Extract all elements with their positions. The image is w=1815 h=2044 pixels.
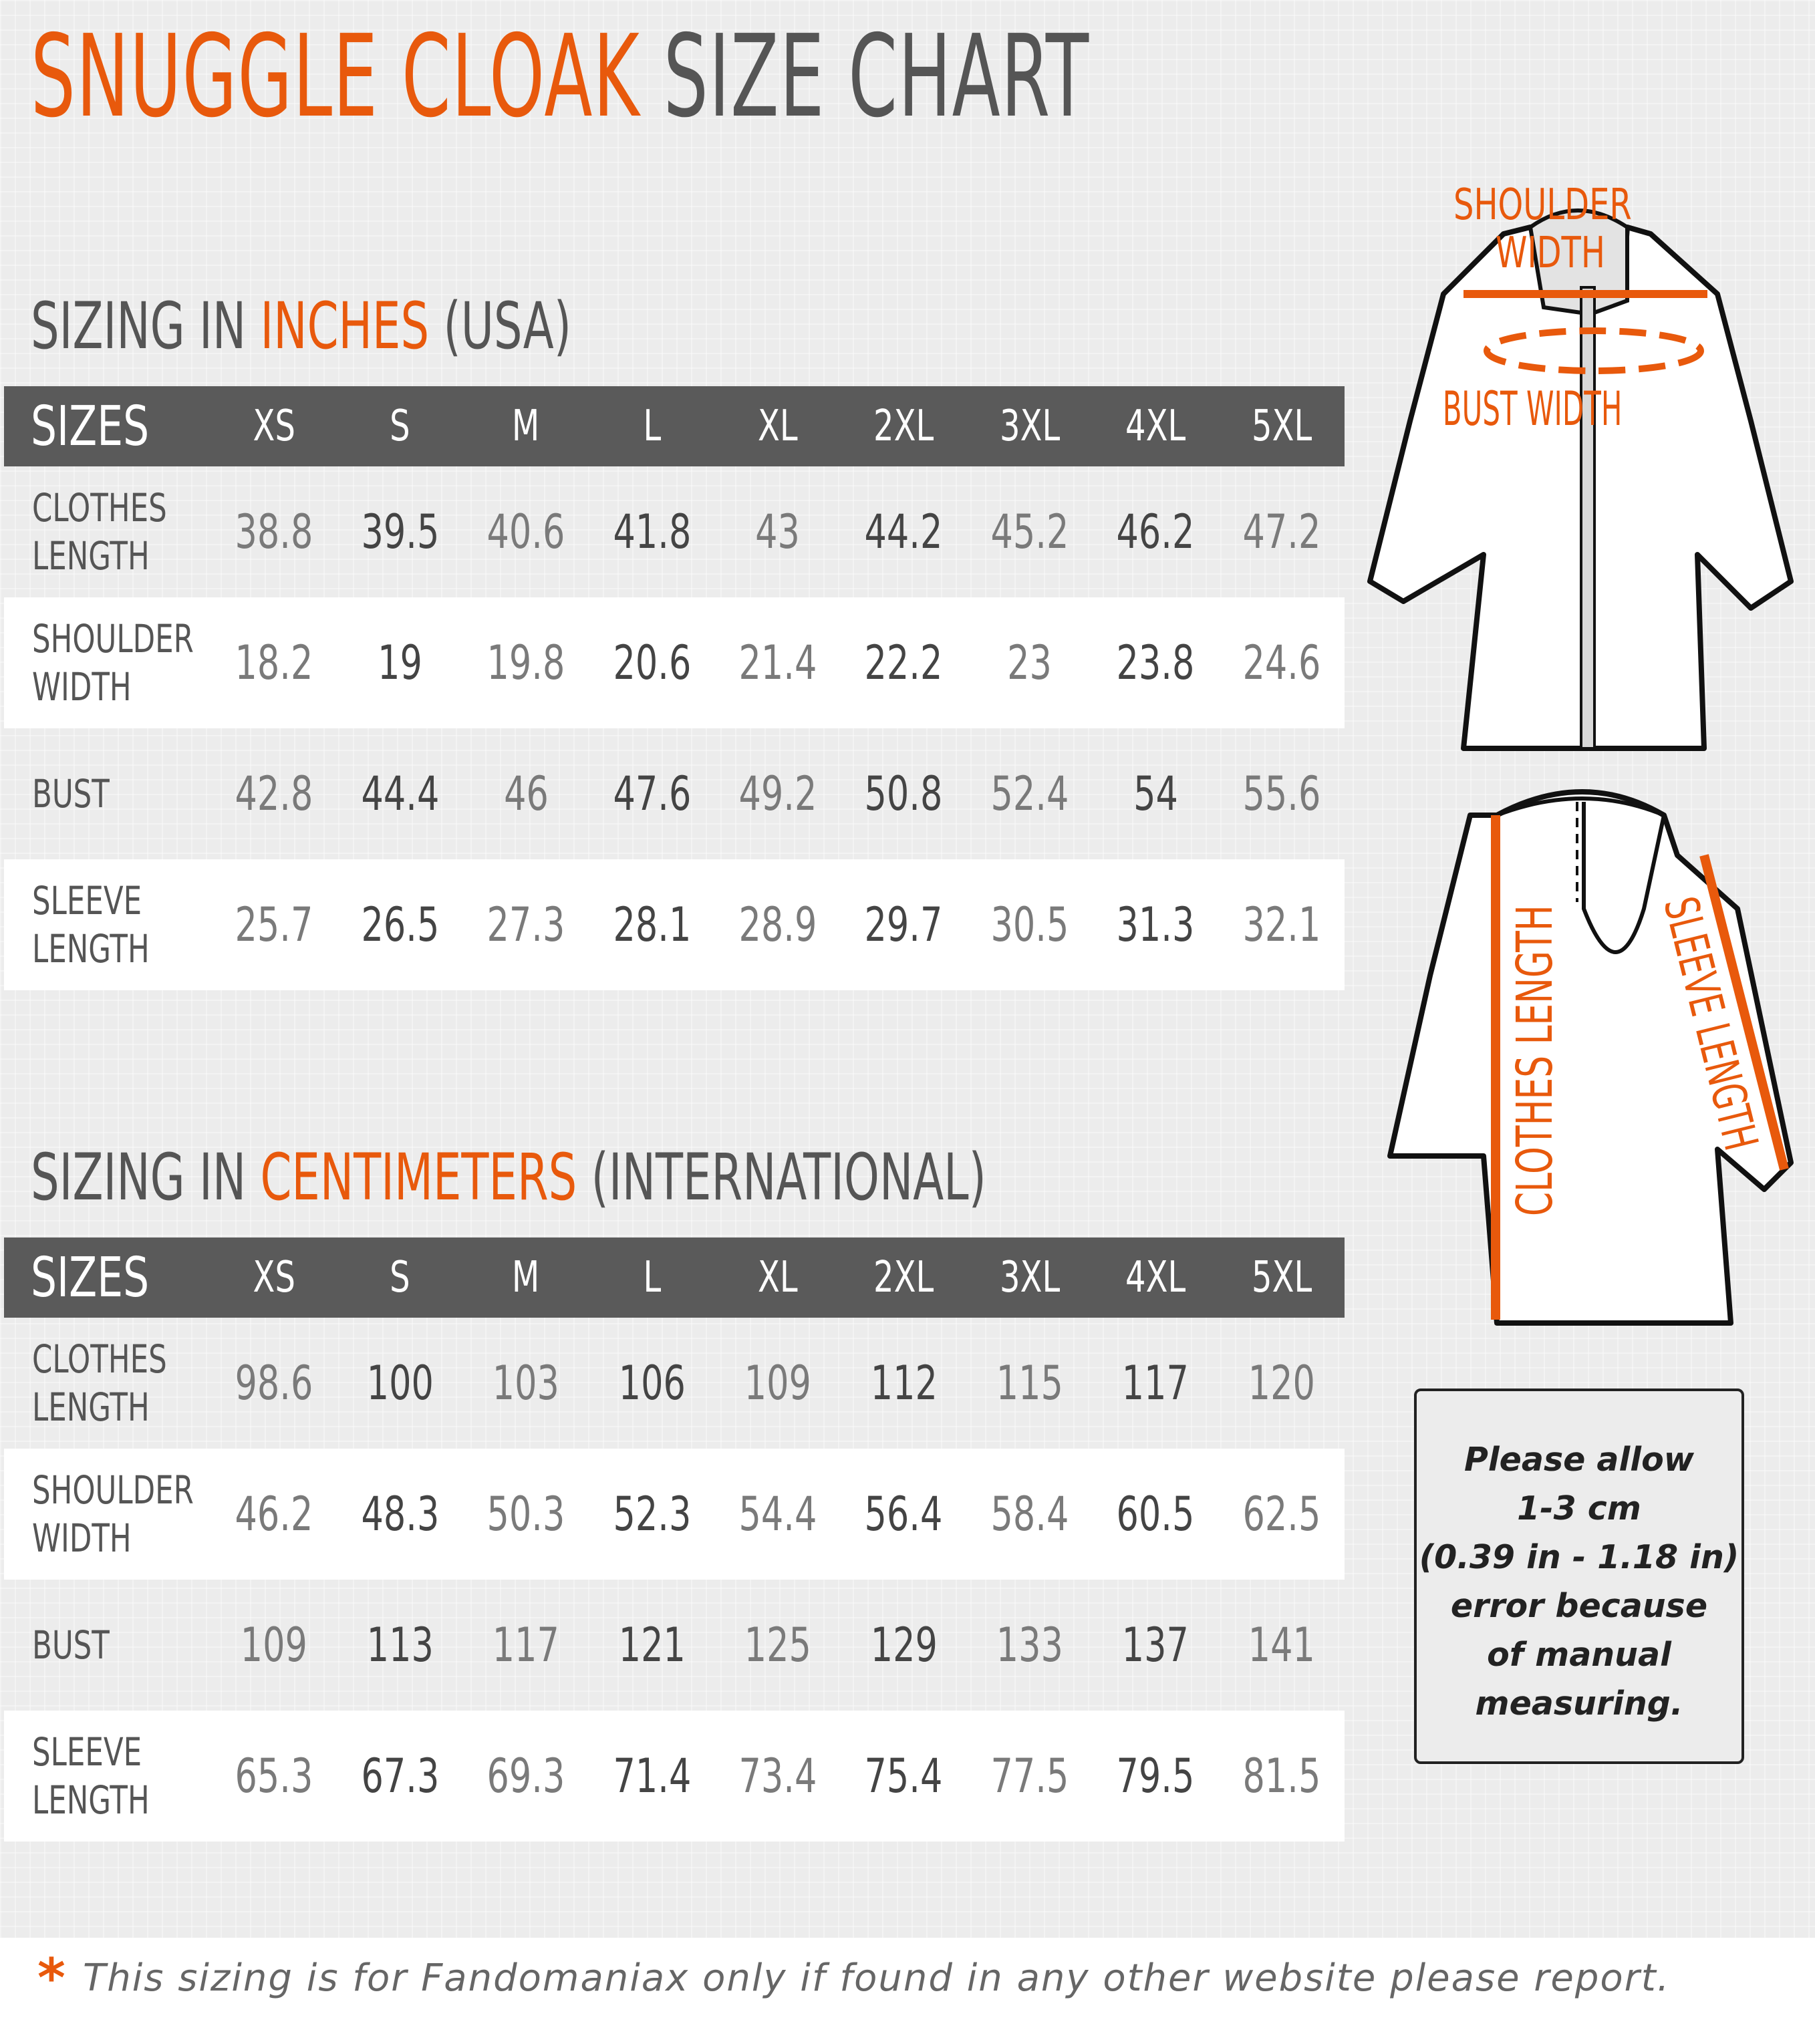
table-cell: 125 bbox=[744, 1618, 812, 1672]
table-cell: 26.5 bbox=[337, 859, 462, 990]
table-cell: 23 bbox=[967, 597, 1093, 728]
table-cell: 47.2 bbox=[1242, 504, 1321, 559]
table-cell: 47.6 bbox=[613, 766, 691, 821]
inches-heading-post: (USA) bbox=[429, 289, 571, 363]
table-header-row bbox=[4, 1237, 1345, 1318]
zipper-strip bbox=[1581, 287, 1594, 748]
table-cell: 133 bbox=[996, 1618, 1063, 1672]
header-size-2: S bbox=[337, 386, 462, 466]
table-cell: 141 bbox=[1248, 1618, 1315, 1672]
table-cell: 46.2 bbox=[1116, 504, 1195, 559]
cm-heading-pre: SIZING IN bbox=[31, 1140, 261, 1215]
table-cell: 75.4 bbox=[841, 1711, 966, 1842]
title-accent: SNUGGLE CLOAK bbox=[31, 11, 641, 143]
table-cell: 54.4 bbox=[715, 1449, 841, 1580]
table-cell: 27.3 bbox=[463, 859, 589, 990]
title-rest: SIZE CHART bbox=[663, 11, 1090, 143]
table-cell: 44.4 bbox=[361, 766, 440, 821]
table-header-row bbox=[4, 386, 1345, 466]
header-size-9: 5XL bbox=[1219, 1237, 1345, 1318]
row-label: SLEEVE LENGTH bbox=[4, 859, 211, 990]
table-row bbox=[4, 466, 1345, 597]
header-size-8: 4XL bbox=[1093, 1237, 1218, 1318]
cm-heading bbox=[31, 1140, 986, 1215]
table-cell: 41.8 bbox=[613, 504, 691, 559]
row-label: SHOULDER WIDTH bbox=[4, 1449, 211, 1580]
table-cell: 120 bbox=[1248, 1356, 1315, 1411]
table-cell: 56.4 bbox=[841, 1449, 966, 1580]
note-line: error because bbox=[1450, 1587, 1708, 1625]
table-cell: 23.8 bbox=[1093, 597, 1218, 728]
header-size-5: XL bbox=[715, 386, 841, 466]
table-cell: 62.5 bbox=[1219, 1449, 1345, 1580]
table-cell: 46 bbox=[503, 766, 549, 821]
table-cell: 48.3 bbox=[337, 1449, 462, 1580]
bust-label: BUST WIDTH bbox=[1442, 381, 1623, 436]
table-cell: 25.7 bbox=[211, 859, 337, 990]
table-cell: 28.1 bbox=[589, 859, 714, 990]
table-cell: 137 bbox=[1122, 1618, 1190, 1672]
table-cell: 100 bbox=[366, 1356, 434, 1411]
table-cell: 129 bbox=[870, 1618, 938, 1672]
note-line: (0.39 in - 1.18 in) bbox=[1419, 1538, 1739, 1576]
header-size-8: 4XL bbox=[1093, 386, 1218, 466]
table-cell: 81.5 bbox=[1219, 1711, 1345, 1842]
cloak-side-diagram bbox=[1363, 775, 1815, 1330]
table-cell: 109 bbox=[241, 1618, 308, 1672]
table-cell: 71.4 bbox=[589, 1711, 714, 1842]
header-sizes: SIZES bbox=[4, 386, 211, 466]
note-line: 1-3 cm bbox=[1517, 1489, 1641, 1527]
table-cell: 20.6 bbox=[589, 597, 714, 728]
header-size-6: 2XL bbox=[841, 1237, 966, 1318]
inches-heading bbox=[31, 289, 571, 363]
note-line: Please allow bbox=[1463, 1441, 1695, 1479]
table-cell: 52.3 bbox=[589, 1449, 714, 1580]
measurement-note bbox=[1414, 1389, 1744, 1764]
table-cell: 52.4 bbox=[990, 766, 1069, 821]
table-cell: 29.7 bbox=[841, 859, 966, 990]
header-size-1: XS bbox=[211, 386, 337, 466]
cm-heading-accent: CENTIMETERS bbox=[260, 1140, 577, 1215]
table-row bbox=[4, 597, 1345, 728]
table-cell: 106 bbox=[618, 1356, 686, 1411]
header-size-2: S bbox=[337, 1237, 462, 1318]
table-row bbox=[4, 728, 1345, 859]
cm-heading-post: (INTERNATIONAL) bbox=[577, 1140, 986, 1215]
footer-star: * bbox=[37, 1947, 65, 2009]
table-cell: 113 bbox=[366, 1618, 434, 1672]
table-cell: 103 bbox=[492, 1356, 560, 1411]
inches-heading-pre: SIZING IN bbox=[31, 289, 261, 363]
row-label: BUST bbox=[32, 1622, 110, 1668]
table-cell: 121 bbox=[618, 1618, 686, 1672]
page-title bbox=[31, 11, 1090, 143]
shoulder-label-1: SHOULDER bbox=[1453, 180, 1632, 230]
table-row bbox=[4, 859, 1345, 990]
table-cell: 67.3 bbox=[337, 1711, 462, 1842]
table-cell: 32.1 bbox=[1219, 859, 1345, 990]
table-cell: 50.3 bbox=[463, 1449, 589, 1580]
row-label: SHOULDER WIDTH bbox=[4, 597, 211, 728]
table-row bbox=[4, 1711, 1345, 1842]
header-sizes: SIZES bbox=[4, 1237, 211, 1318]
table-cell: 55.6 bbox=[1242, 766, 1321, 821]
table-cell: 117 bbox=[492, 1618, 560, 1672]
header-size-3: M bbox=[463, 1237, 589, 1318]
row-label: BUST bbox=[32, 770, 110, 817]
row-label: SLEEVE LENGTH bbox=[4, 1711, 211, 1842]
table-cell: 18.2 bbox=[211, 597, 337, 728]
table-cell: 112 bbox=[870, 1356, 938, 1411]
table-cell: 117 bbox=[1122, 1356, 1190, 1411]
table-cell: 44.2 bbox=[864, 504, 943, 559]
table-row bbox=[4, 1449, 1345, 1580]
table-cell: 24.6 bbox=[1219, 597, 1345, 728]
table-cell: 109 bbox=[744, 1356, 812, 1411]
header-size-3: M bbox=[463, 386, 589, 466]
table-cell: 73.4 bbox=[715, 1711, 841, 1842]
table-cell: 77.5 bbox=[967, 1711, 1093, 1842]
table-cell: 31.3 bbox=[1093, 859, 1218, 990]
sleeve-length-label: SLEEVE LENGTH bbox=[1652, 891, 1768, 1156]
note-line: of manual bbox=[1487, 1636, 1671, 1674]
table-cell: 39.5 bbox=[361, 504, 440, 559]
cm-size-table bbox=[4, 1237, 1345, 1842]
footer-text: This sizing is for Fandomaniax only if found in any other website please report. bbox=[83, 1956, 1671, 2000]
table-cell: 28.9 bbox=[715, 859, 841, 990]
header-size-1: XS bbox=[211, 1237, 337, 1318]
row-label: CLOTHES LENGTH bbox=[32, 484, 167, 579]
table-cell: 60.5 bbox=[1093, 1449, 1218, 1580]
table-cell: 50.8 bbox=[864, 766, 943, 821]
note-line: measuring. bbox=[1475, 1685, 1683, 1723]
table-cell: 46.2 bbox=[211, 1449, 337, 1580]
inches-heading-accent: INCHES bbox=[260, 289, 430, 363]
table-cell: 54 bbox=[1133, 766, 1178, 821]
table-cell: 58.4 bbox=[967, 1449, 1093, 1580]
clothes-length-label: CLOTHES LENGTH bbox=[1506, 905, 1564, 1216]
header-size-9: 5XL bbox=[1219, 386, 1345, 466]
header-size-7: 3XL bbox=[967, 1237, 1093, 1318]
row-label: CLOTHES LENGTH bbox=[32, 1336, 167, 1430]
shoulder-label-2: WIDTH bbox=[1496, 228, 1605, 278]
inches-size-table bbox=[4, 386, 1345, 990]
header-size-5: XL bbox=[715, 1237, 841, 1318]
table-cell: 22.2 bbox=[841, 597, 966, 728]
table-cell: 42.8 bbox=[235, 766, 313, 821]
table-cell: 40.6 bbox=[486, 504, 565, 559]
table-cell: 30.5 bbox=[967, 859, 1093, 990]
table-cell: 65.3 bbox=[211, 1711, 337, 1842]
cloak-front-diagram bbox=[1363, 180, 1815, 755]
table-row bbox=[4, 1318, 1345, 1449]
table-cell: 21.4 bbox=[715, 597, 841, 728]
table-cell: 69.3 bbox=[463, 1711, 589, 1842]
header-size-6: 2XL bbox=[841, 386, 966, 466]
header-size-4: L bbox=[589, 1237, 714, 1318]
table-cell: 115 bbox=[996, 1356, 1063, 1411]
table-cell: 45.2 bbox=[990, 504, 1069, 559]
table-cell: 43 bbox=[755, 504, 801, 559]
table-cell: 38.8 bbox=[235, 504, 313, 559]
table-cell: 98.6 bbox=[235, 1356, 313, 1411]
table-row bbox=[4, 1580, 1345, 1711]
table-cell: 49.2 bbox=[738, 766, 817, 821]
table-cell: 19.8 bbox=[463, 597, 589, 728]
table-cell: 79.5 bbox=[1093, 1711, 1218, 1842]
header-size-7: 3XL bbox=[967, 386, 1093, 466]
table-cell: 19 bbox=[337, 597, 462, 728]
header-size-4: L bbox=[589, 386, 714, 466]
